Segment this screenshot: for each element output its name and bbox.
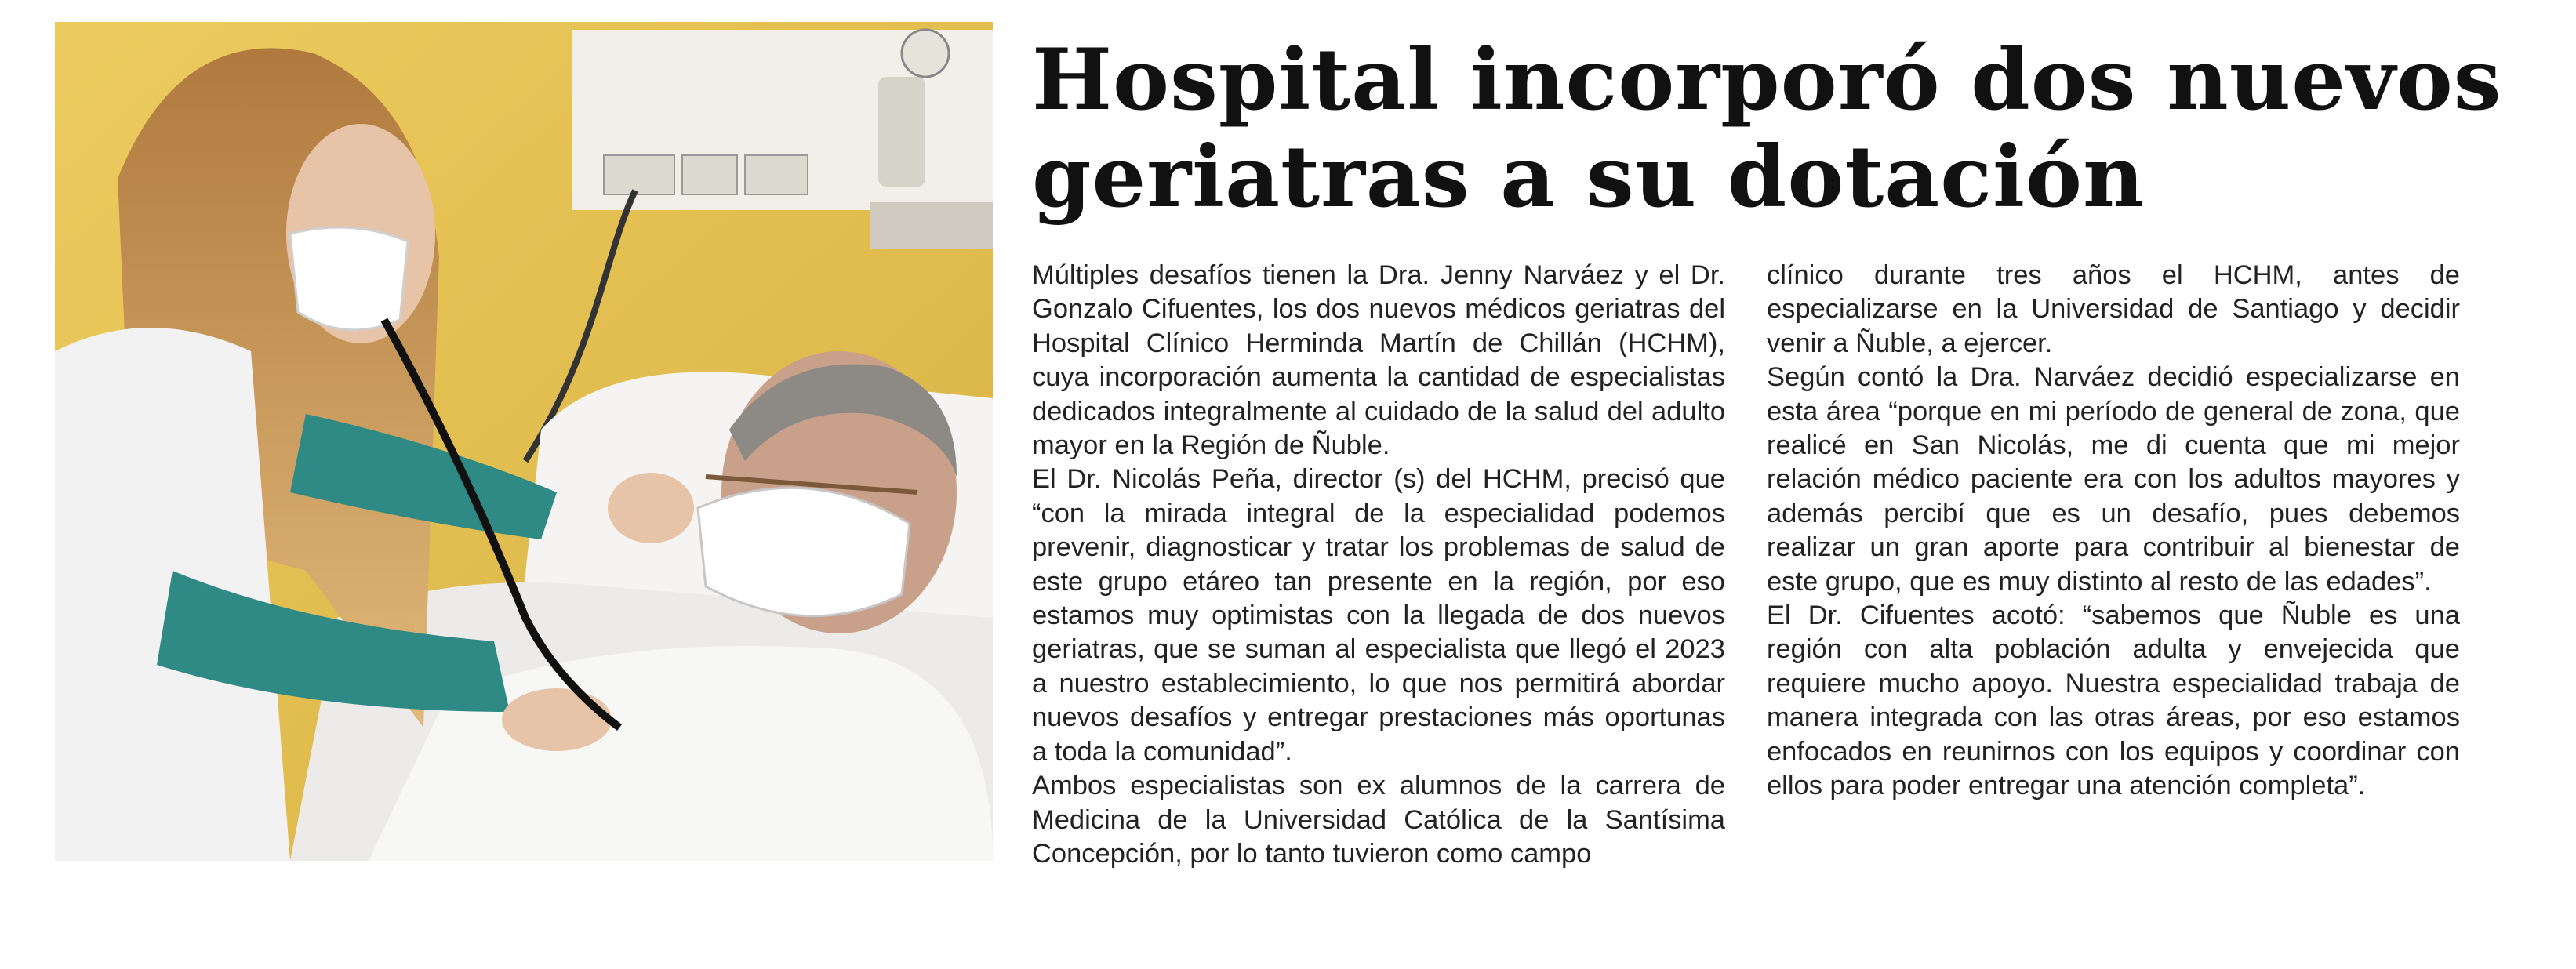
article-column-left — [1032, 259, 1725, 871]
hospital-care-photo — [55, 22, 993, 861]
paragraph: Según contó la Dra. Narváez decidió especializarse en esta área “porque en mi período de general de zona, que realicé en San Nicolás, me di cuenta que mi mejor relación médico paciente era con los adultos mayores y además percibí que es un desafío, pues debemos realizar un gran aporte para contribuir al bienestar de este grupo, que es muy distinto al resto de las edades”. — [1767, 362, 2460, 597]
paragraph: clínico durante tres años el HCHM, antes de especializarse en la Universidad de Santiago y decidir venir a Ñuble, a ejercer. — [1767, 260, 2460, 358]
paragraph: Múltiples desafíos tienen la Dra. Jenny Narváez y el Dr. Gonzalo Cifuentes, los dos nuevos médicos geriatras del Hospital Clínico Herminda Martín de Chillán (HCHM), cuya incorporación aumenta la cantidad de especialistas dedicados integralmente al cuidado de la salud del adulto mayor en la Región de Ñuble. — [1032, 260, 1725, 461]
paragraph: El Dr. Cifuentes acotó: “sabemos que Ñuble es una región con alta población adulta y envejecida que requiere mucho apoyo. Nuestra especialidad trabaja de manera integrada con las otras áreas, por eso estamos enfocados en reunirnos con los equipos y coordinar con ellos para poder entregar una atención completa”. — [1767, 601, 2460, 801]
paragraph: El Dr. Nicolás Peña, director (s) del HCHM, precisó que “con la mirada integral de la especialidad podemos prevenir, diagnosticar y tratar los problemas de salud de este grupo etáreo tan presente en la región, por eso estamos muy optimistas con la llegada de dos nuevos geriatras, que se suman al especialista que llegó el 2023 a nuestro establecimiento, lo que nos permitirá abordar nuevos desafíos y entregar prestaciones más oportunas a toda la comunidad”. — [1032, 464, 1725, 767]
article-headline: Hospital incorporó dos nuevos geriatras a su dotación — [1032, 31, 2502, 227]
article-column-right — [1767, 259, 2460, 804]
paragraph: Ambos especialistas son ex alumnos de la carrera de Medicina de la Universidad Católica de la Santísima Concepción, por lo tanto tuvieron como campo — [1032, 771, 1725, 869]
article-photo — [55, 22, 993, 861]
